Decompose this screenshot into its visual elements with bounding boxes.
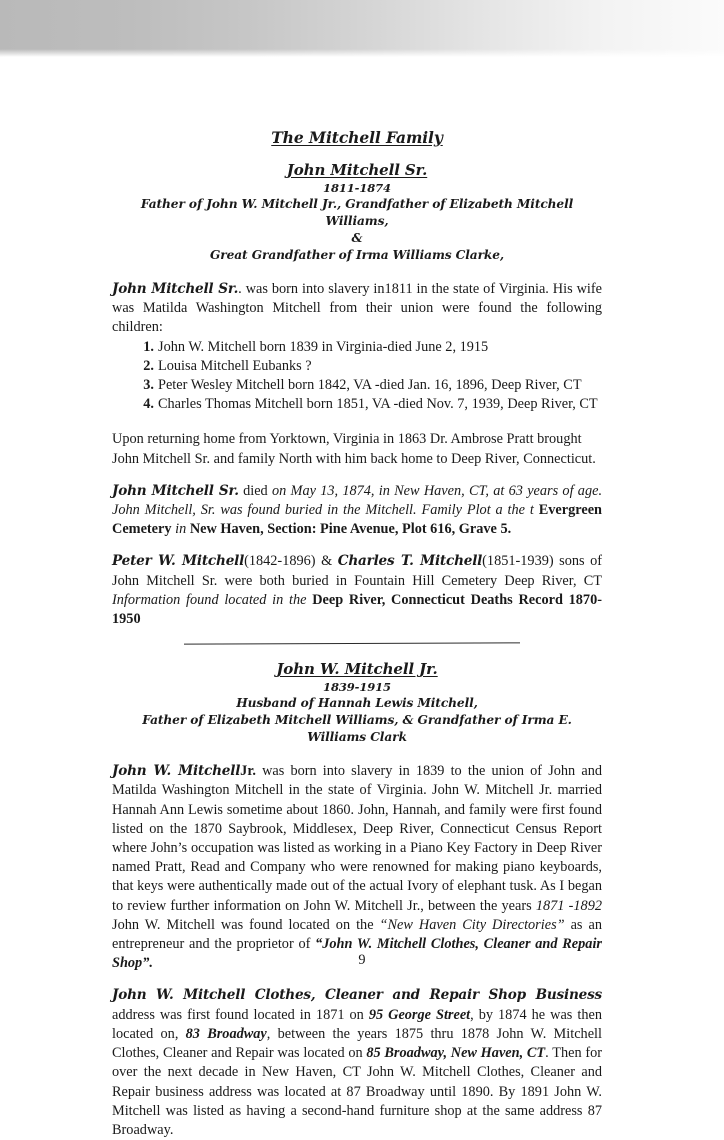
- paragraph-death-burial: [112, 482, 602, 540]
- document-text-column: [112, 128, 602, 1140]
- shop-name-quoted: “John W. Mitchell Clothes, Cleaner and Repair Shop”.: [112, 936, 602, 972]
- person-one-relation-line-1: Father of John W. Mitchell Jr., Grandfather of Elizabeth Mitchell Williams,: [140, 197, 574, 228]
- paragraph-yorktown: Upon returning home from Yorktown, Virginia in 1863 Dr. Ambrose Pratt brought John Mitchell Sr. and family North with him back home to Deep River, Connecticut.: [112, 431, 596, 467]
- paragraph-business-addresses: [112, 986, 602, 1140]
- john-jr-plain-text-1: was born into slavery in 1839 to the union of John and Matilda Washington Mitchell in the state of Virginia. John W. Mitchell Jr. married Hannah Ann Lewis sometime about 1860. John, Hannah, and family were first found listed on the 1870 Saybrook, Middlesex, Deep River, Connecticut Census Report where John’s occupation was listed as working in a Piano Key Factory in Deep River named Pratt, Read and Company who were renowned for making piano keyboards, that keys were authentically made out of the actual Ivory of elephant tusk. As I began to review further information on John W. Mitchell Jr., between the years: [112, 763, 602, 914]
- business-plain-text-2: , by 1874 he was then located on,: [112, 1006, 602, 1042]
- spacer: [112, 414, 602, 430]
- paragraph-john-jr-life: [112, 762, 602, 973]
- person-two-title: John W. Mitchell Jr.: [276, 660, 438, 679]
- death-plain-text: died: [238, 482, 272, 499]
- person-one-title: John Mitchell Sr.: [286, 161, 428, 179]
- child-name: Louisa Mitchell Eubanks ?: [158, 357, 312, 374]
- ampersand-separator: &: [351, 231, 363, 245]
- spacer: [112, 539, 602, 552]
- charles-dates-and-burial: (1851-1939) sons of John Mitchell Sr. were both buried in Fountain Hill Cemetery Deep River, CT: [112, 553, 603, 589]
- inline-name-john-mitchell-sr: John Mitchell Sr.: [112, 482, 239, 499]
- person-two-relation-line-2: Father of Elizabeth Mitchell Williams, & Grandfather of Irma E. Williams Clark: [142, 713, 572, 745]
- inline-name-charles-t-mitchell: Charles T. Mitchell: [337, 553, 483, 570]
- children-list: [112, 338, 602, 415]
- person-one-title-line: [112, 160, 602, 180]
- address-83-broadway: 83 Broadway: [185, 1025, 267, 1042]
- address-85-broadway: 85 Broadway, New Haven, CT: [366, 1045, 546, 1062]
- spacer: [112, 469, 602, 482]
- business-plain-text-1: address was first found located in 1871 on: [112, 1006, 369, 1023]
- inline-name-john-w-mitchell: John W. Mitchell: [112, 763, 241, 780]
- child-name: Charles Thomas Mitchell born 1851, VA -died Nov. 7, 1939, Deep River, CT: [158, 396, 598, 413]
- spacer: [112, 746, 602, 762]
- list-item: [158, 357, 602, 376]
- list-item: [158, 376, 602, 395]
- paragraph-birth-text: . was born into slavery in1811 in the state of Virginia. His wife was Matilda Washington Mitchell from their union were found the following children:: [112, 281, 603, 336]
- address-95-george-street: 95 George Street: [368, 1006, 471, 1023]
- source-italic-text: Information found located in the: [112, 591, 313, 608]
- peter-dates: (1842-1896) &: [244, 553, 338, 570]
- source-record-name: Deep River, Connecticut Deaths Record 1870-1950: [112, 591, 602, 628]
- business-plain-text-4: . Then for over the next decade in New Haven, CT John W. Mitchell Clothes, Cleaner and Repair business address was located at 87 Broadway until 1890. By 1891 John W. Mitchell was listed as having a second-hand furniture shop at the same address 87 Broadway.: [112, 1045, 602, 1138]
- john-jr-years-range: 1871 -1892: [535, 897, 602, 914]
- section-divider-wrap: [112, 629, 602, 659]
- paragraph-birth: [112, 280, 602, 338]
- person-two-title-line: [112, 659, 602, 679]
- scanner-shadow-band: [0, 0, 724, 57]
- inline-name-john-mitchell-sr: John Mitchell Sr.: [112, 281, 239, 297]
- business-plain-text-3: , between the years 1875 thru 1878 John W. Mitchell Clothes, Cleaner and Repair was located on: [112, 1025, 602, 1062]
- inline-suffix-jr: Jr.: [240, 763, 256, 780]
- death-italic-connector: in: [171, 521, 190, 538]
- family-title: The Mitchell Family: [271, 128, 443, 147]
- person-two-relation-line-1: Husband of Hannah Lewis Mitchell,: [236, 696, 478, 711]
- child-name: Peter Wesley Mitchell born 1842, VA -died Jan. 16, 1896, Deep River, CT: [158, 377, 582, 394]
- john-jr-plain-text-2: John W. Mitchell was found located on the: [112, 916, 380, 933]
- horizontal-rule: [184, 643, 520, 645]
- inline-name-peter-w-mitchell: Peter W. Mitchell: [112, 553, 245, 570]
- person-one-years: 1811-1874: [323, 181, 391, 195]
- cemetery-name: Evergreen Cemetery: [112, 502, 602, 538]
- paragraph-sons-burial: [112, 552, 602, 629]
- spacer: [112, 973, 602, 986]
- person-two-years: 1839-1915: [323, 680, 391, 695]
- list-item: [158, 395, 602, 414]
- directory-source-title: “New Haven City Directories”: [379, 916, 565, 933]
- person-one-relation-line-2: Great Grandfather of Irma Williams Clarke,: [209, 248, 505, 262]
- list-item: [158, 338, 602, 357]
- page-number: 9: [358, 952, 366, 968]
- spacer: [112, 148, 602, 160]
- family-title-line: [112, 128, 602, 148]
- child-name: John W. Mitchell born 1839 in Virginia-died June 2, 1915: [158, 338, 489, 355]
- death-italic-text: on May 13, 1874, in New Haven, CT, at 63 years of age. John Mitchell, Sr. was found buried in the Mitchell. Family Plot a the t: [112, 482, 603, 519]
- burial-plot-details: New Haven, Section: Pine Avenue, Plot 616, Grave 5.: [189, 521, 512, 538]
- inline-name-business: John W. Mitchell Clothes, Cleaner and Repair Shop Business: [112, 987, 602, 1004]
- john-jr-plain-text-3: as an entrepreneur and the proprietor of: [112, 916, 602, 953]
- spacer: [112, 264, 602, 280]
